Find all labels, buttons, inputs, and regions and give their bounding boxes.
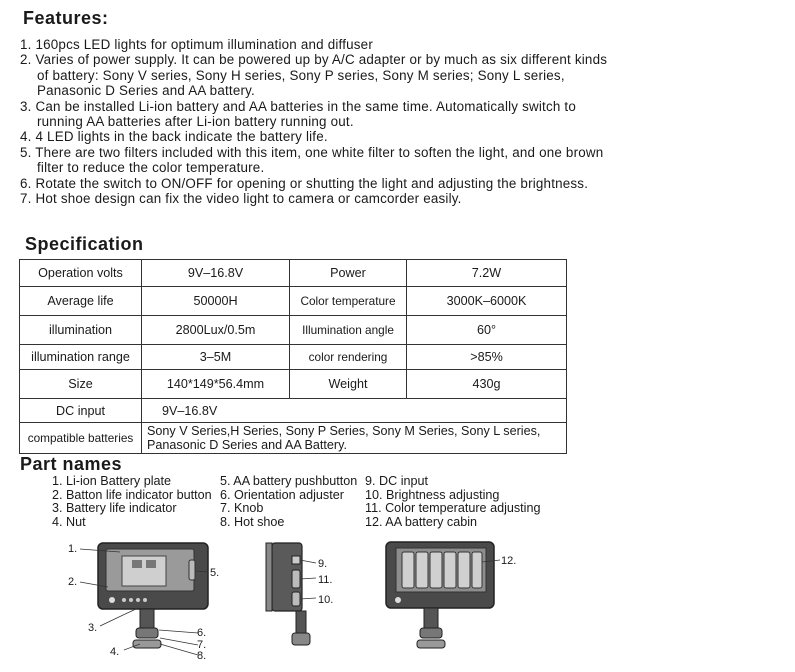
spec-label: Illumination angle — [290, 316, 407, 345]
spec-label: Operation volts — [20, 260, 142, 287]
callout-label: 12. — [501, 555, 517, 567]
features-heading: Features: — [23, 8, 109, 28]
part-name-item: 6. Orientation adjuster — [220, 487, 344, 502]
specification-heading: Specification — [25, 234, 144, 254]
device-side-view — [266, 543, 310, 645]
part-names-column — [220, 475, 357, 529]
features-list — [20, 37, 610, 206]
feature-item: 5. There are two filters included with this item, one white filter to soften the light, and one brown filter to reduce the color temperature. — [20, 144, 604, 176]
table-row — [20, 316, 567, 345]
spec-value: 430g — [407, 370, 567, 399]
table-row — [20, 399, 567, 423]
spec-label: Color temperature — [290, 287, 407, 316]
callout-label: 1. — [68, 543, 78, 555]
table-row — [20, 370, 567, 399]
callout-label: 9. — [318, 558, 328, 570]
spec-value: 3–5M — [142, 345, 290, 370]
part-names-heading: Part names — [20, 454, 123, 474]
callout-label: 7. — [197, 639, 207, 651]
callout-label: 10. — [318, 594, 334, 606]
spec-value: 140*149*56.4mm — [142, 370, 290, 399]
spec-label: Power — [290, 260, 407, 287]
callout-label: 5. — [210, 567, 220, 579]
spec-value: 9V–16.8V — [142, 260, 290, 287]
callout-label: 11. — [318, 574, 333, 586]
table-row — [20, 423, 567, 454]
feature-item: 2. Varies of power supply. It can be powered up by A/C adapter or by much as six different kinds of battery: Sony V series, Sony H series, Sony P series, Sony M series; Sony L series, Panasonic D Series and AA battery. — [20, 52, 608, 99]
device-diagram — [60, 538, 560, 668]
part-name-item: 9. DC input — [365, 474, 428, 488]
spec-label: Size — [20, 370, 142, 399]
callout-label: 2. — [68, 576, 78, 588]
feature-item: 1. 160pcs LED lights for optimum illumination and diffuser — [20, 37, 373, 52]
feature-item: 4. 4 LED lights in the back indicate the battery life. — [20, 129, 328, 145]
part-name-item: 4. Nut — [52, 514, 86, 529]
spec-value: 7.2W — [407, 260, 567, 287]
part-name-item: 2. Batton life indicator button — [52, 487, 212, 502]
feature-item: 7. Hot shoe design can fix the video light to camera or camcorder easily. — [20, 191, 462, 207]
spec-value: Sony V Series,H Series, Sony P Series, Sony M Series, Sony L series, Panasonic D Series and AA Battery. — [142, 423, 567, 454]
part-names-column — [52, 475, 212, 529]
callout-label: 6. — [197, 627, 207, 639]
callout-label: 3. — [88, 622, 98, 634]
table-row — [20, 260, 567, 287]
specification-table — [19, 259, 567, 454]
spec-value: 50000H — [142, 287, 290, 316]
table-row — [20, 287, 567, 316]
spec-value: 2800Lux/0.5m — [142, 316, 290, 345]
part-name-item: 10. Brightness adjusting — [365, 487, 500, 502]
table-row — [20, 345, 567, 370]
spec-label: color rendering — [290, 345, 407, 370]
part-names-column — [365, 475, 540, 529]
spec-label: illumination range — [20, 345, 142, 370]
feature-item: 6. Rotate the switch to ON/OFF for opening or shutting the light and adjusting the brightness. — [20, 175, 589, 191]
spec-value: 60° — [407, 316, 567, 345]
part-name-item: 3. Battery life indicator — [52, 501, 177, 515]
spec-value: >85% — [407, 345, 567, 370]
part-name-item: 11. Color temperature adjusting — [365, 501, 541, 515]
part-name-item: 1. Li-ion Battery plate — [52, 474, 172, 488]
callout-label: 4. — [110, 646, 120, 658]
callout-label: 8. — [197, 650, 207, 662]
part-name-item: 8. Hot shoe — [220, 514, 285, 529]
feature-item: 3. Can be installed Li-ion battery and AA batteries in the same time. Automatically switch to running AA batteries after Li-ion battery running out. — [20, 98, 576, 130]
spec-value: 3000K–6000K — [407, 287, 567, 316]
part-name-item: 5. AA battery pushbutton — [220, 474, 358, 488]
part-name-item: 12. AA battery cabin — [365, 514, 478, 529]
spec-label: compatible batteries — [20, 423, 142, 454]
spec-label: Weight — [290, 370, 407, 399]
spec-label: illumination — [20, 316, 142, 345]
spec-label: DC input — [20, 399, 142, 423]
part-name-item: 7. Knob — [220, 501, 264, 515]
spec-value: 9V–16.8V — [142, 399, 567, 423]
device-cabin-view — [386, 542, 494, 648]
spec-label: Average life — [20, 287, 142, 316]
